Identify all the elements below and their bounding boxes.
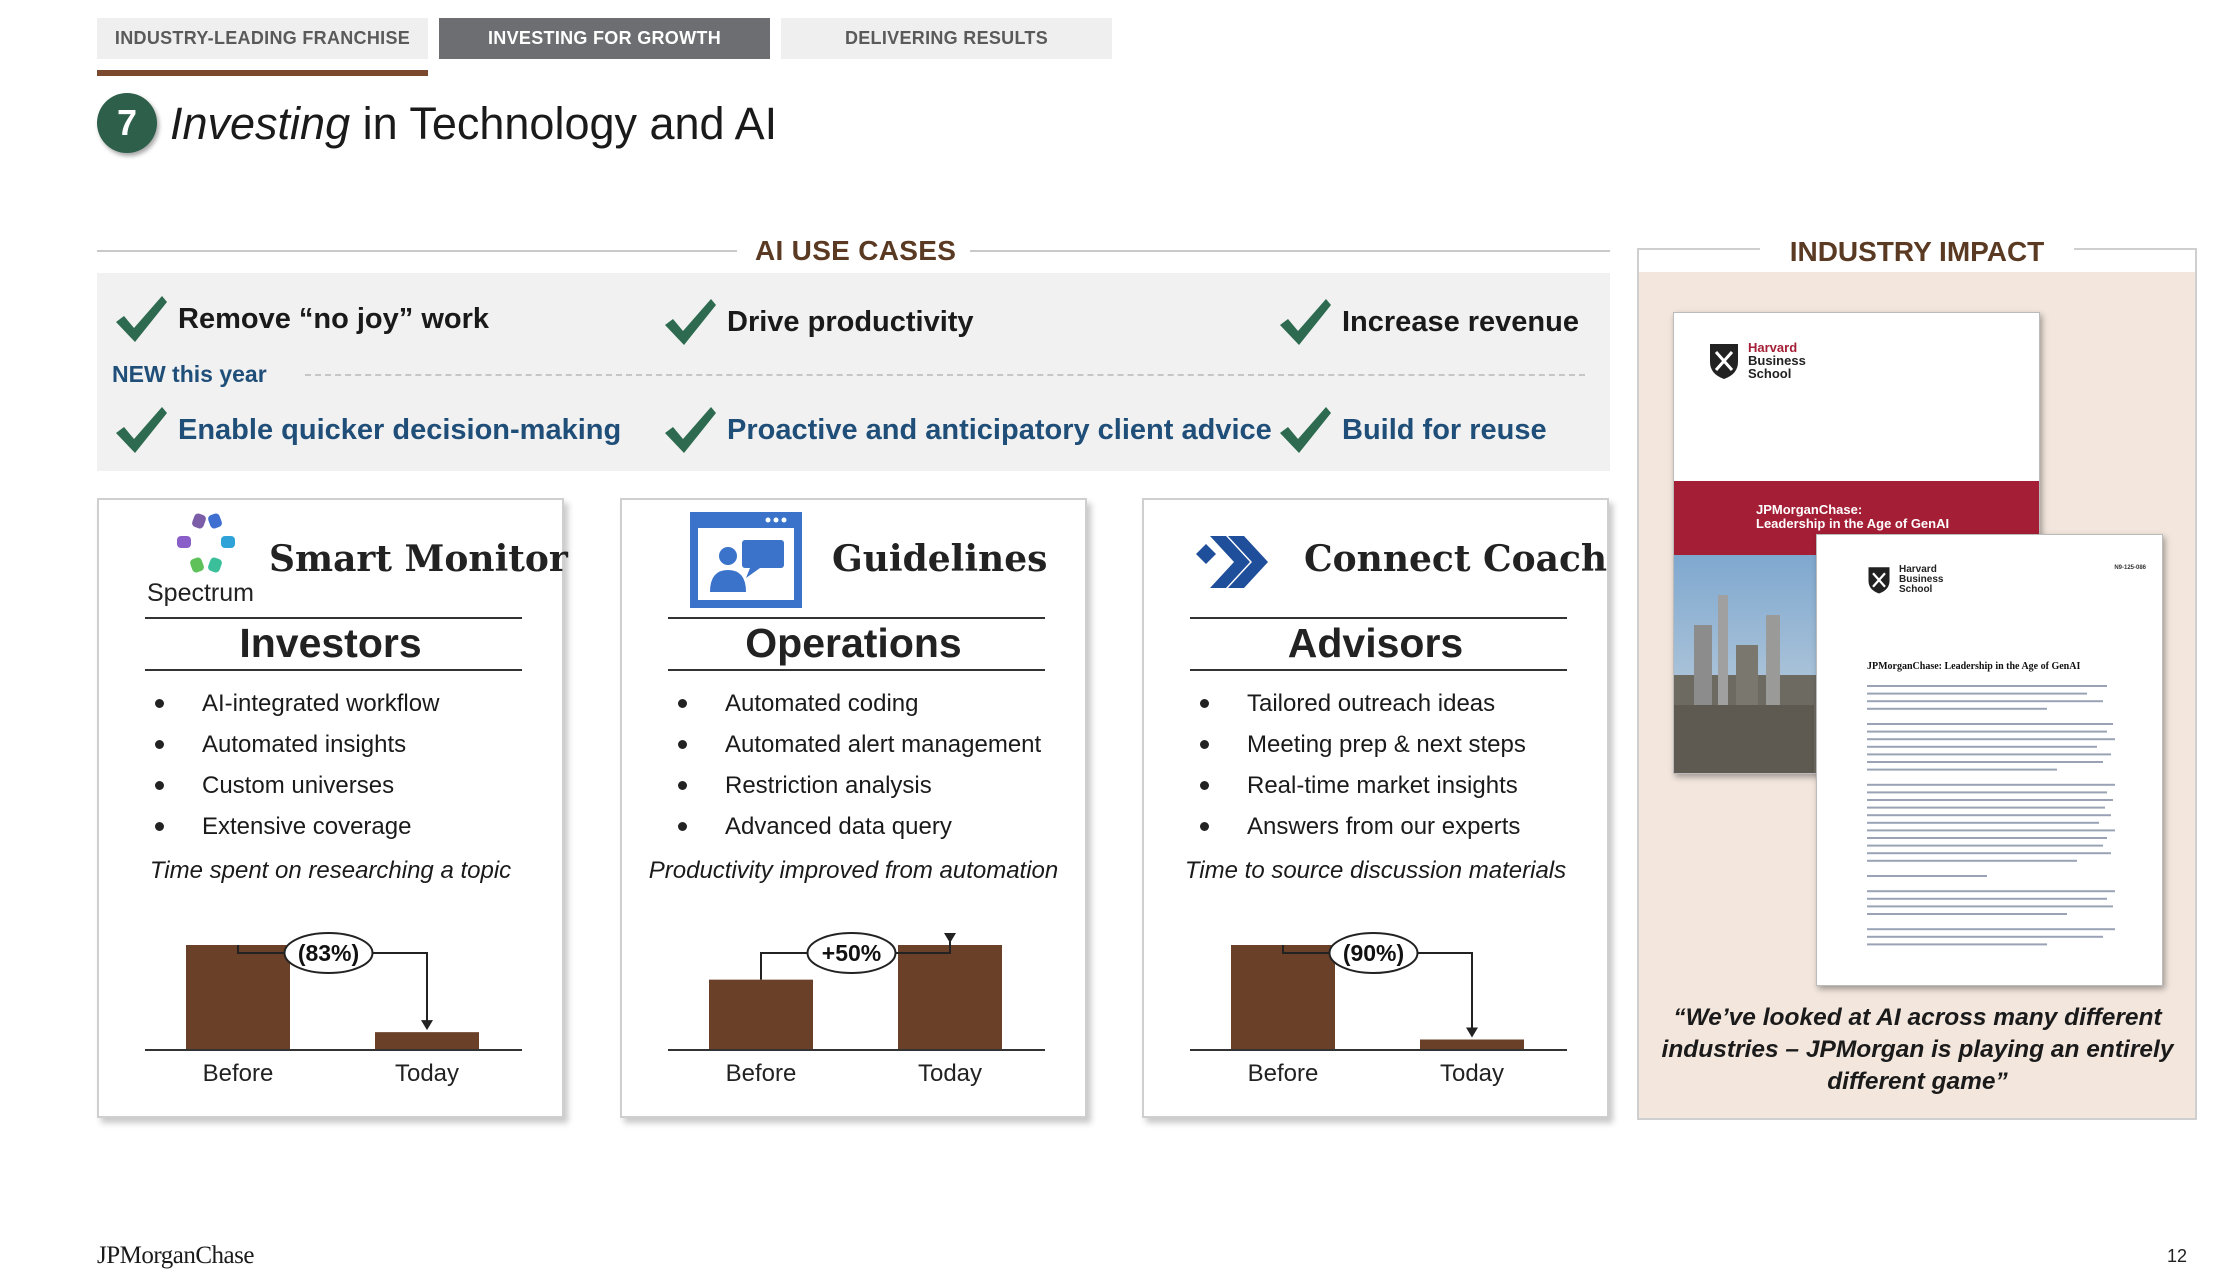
connect-coach-arrow-icon	[1182, 514, 1278, 610]
list-item-text: Extensive coverage	[202, 813, 412, 840]
arrow-head-icon	[421, 1020, 433, 1030]
list-item-text: AI-integrated workflow	[202, 690, 440, 717]
arrow-head-icon	[1466, 1028, 1478, 1038]
list-item	[1200, 724, 1526, 765]
active-tab-underline	[97, 70, 428, 76]
doc-text-line	[1867, 700, 2103, 702]
use-case-label: Build for reuse	[1342, 413, 1547, 446]
section-number-badge: 7	[97, 93, 157, 153]
bullet-icon	[1200, 781, 1209, 790]
bullet-icon	[678, 822, 687, 831]
use-case-build-for-reuse	[1278, 405, 1547, 455]
doc-text-line	[1867, 769, 2057, 771]
bullet-icon	[155, 822, 164, 831]
ai-use-cases-heading: AI USE CASES	[755, 235, 957, 266]
bullet-icon	[155, 740, 164, 749]
section-rule-left	[97, 250, 737, 252]
category-label: Before	[202, 1060, 274, 1087]
category-label: Today	[917, 1060, 983, 1087]
bullet-icon	[678, 699, 687, 708]
doc-text-line	[1867, 905, 2113, 907]
change-label: +50%	[821, 940, 882, 966]
divider	[668, 617, 1045, 619]
card-connect-coach	[1142, 498, 1609, 1118]
doc-text-line	[1867, 708, 2047, 710]
bar-before	[709, 980, 813, 1050]
guidelines-chat-icon	[690, 512, 802, 608]
product-name: Guidelines	[832, 538, 1048, 580]
doc-text-line	[1867, 731, 2107, 733]
doc-text-line	[1867, 860, 2077, 862]
product-sub-brand: Spectrum	[147, 579, 254, 607]
change-label: (83%)	[297, 940, 360, 966]
bar-chart-smart-monitor	[99, 885, 566, 1095]
new-this-year-label: NEW this year	[112, 361, 267, 387]
list-item	[155, 683, 439, 724]
doc-text-line	[1867, 814, 2111, 816]
divider	[1190, 669, 1567, 671]
spectrum-logo-icon	[173, 512, 239, 578]
list-item-text: Custom universes	[202, 772, 395, 799]
case-study-page	[1816, 534, 2163, 986]
audience-heading: Investors	[239, 620, 422, 666]
doc-text-line	[1867, 738, 2115, 740]
use-case-proactive-client-advice	[663, 405, 1272, 455]
list-item	[1200, 806, 1526, 847]
doc-number: N9-125-086	[2114, 565, 2146, 571]
card-guidelines	[620, 498, 1087, 1118]
list-item-text: Tailored outreach ideas	[1247, 690, 1496, 717]
hbs-shield-icon	[1708, 342, 1740, 380]
doc-text-line	[1867, 822, 2099, 824]
check-icon	[1278, 405, 1332, 455]
industry-impact-heading: INDUSTRY IMPACT	[1760, 236, 2075, 272]
product-name: Connect Coach	[1304, 538, 1608, 580]
doc-text-line	[1867, 784, 2115, 786]
page-title-italic: Investing	[170, 98, 351, 149]
doc-text-line	[1867, 829, 2115, 831]
metric-caption: Time to source discussion materials	[1184, 857, 1567, 884]
divider	[1190, 617, 1567, 619]
use-case-remove-no-joy-work	[114, 294, 489, 344]
card-smart-monitor	[97, 498, 568, 1118]
doc-text-line	[1867, 753, 2111, 755]
doc-text-line	[1867, 746, 2097, 748]
audience-heading: Advisors	[1287, 620, 1464, 666]
divider	[145, 617, 522, 619]
page-title	[170, 98, 777, 150]
list-item-text: Restriction analysis	[725, 772, 932, 799]
bullet-icon	[155, 699, 164, 708]
category-label: Before	[1247, 1060, 1319, 1087]
bar-today	[898, 945, 1002, 1050]
list-item-text: Answers from our experts	[1247, 813, 1521, 840]
cover-title: JPMorganChase: Leadership in the Age of GenAI	[1756, 502, 1950, 531]
page-title-rest: in Technology and AI	[350, 98, 778, 149]
bar-chart-guidelines	[622, 885, 1089, 1095]
category-label: Today	[394, 1060, 460, 1087]
doc-text-line	[1867, 791, 2107, 793]
use-case-label: Drive productivity	[727, 305, 974, 338]
hbs-shield-icon	[1867, 565, 1891, 595]
check-icon	[663, 297, 717, 347]
doc-text-line	[1867, 936, 2103, 938]
use-case-label: Enable quicker decision-making	[178, 413, 622, 446]
list-item	[155, 724, 439, 765]
list-item	[155, 765, 439, 806]
hbs-logo	[1867, 565, 1943, 595]
bar-before	[186, 945, 290, 1050]
doc-text-line	[1867, 845, 2103, 847]
section-rule-right	[970, 250, 1610, 252]
change-label: (90%)	[1342, 940, 1405, 966]
doc-text-line	[1867, 913, 2067, 915]
bullet-icon	[1200, 699, 1209, 708]
bar-today	[1420, 1040, 1524, 1051]
list-item-text: Automated insights	[202, 731, 407, 758]
hbs-wordmark: Harvard Business School	[1899, 564, 1944, 595]
check-icon	[1278, 297, 1332, 347]
doc-body-text	[1867, 681, 2127, 971]
feature-list	[678, 683, 1041, 847]
list-item	[1200, 683, 1526, 724]
doc-text-line	[1867, 807, 2105, 809]
doc-text-line	[1867, 799, 2113, 801]
industry-quote: “We’ve looked at AI across many different industries – JPMorgan is playing an entirely different game”	[1661, 1004, 2174, 1095]
doc-page-title: JPMorganChase: Leadership in the Age of GenAI	[1867, 661, 2081, 672]
doc-text-line	[1867, 837, 2107, 839]
use-case-label: Proactive and anticipatory client advice	[727, 413, 1272, 446]
list-item-text: Automated coding	[725, 690, 919, 717]
page-number: 12	[2167, 1246, 2188, 1266]
feature-list	[1200, 683, 1526, 847]
product-name: Smart Monitor	[269, 538, 568, 580]
bar-today	[375, 1032, 479, 1050]
arrow-head-icon	[944, 933, 956, 943]
doc-text-line	[1867, 943, 2047, 945]
use-case-increase-revenue	[1278, 297, 1579, 347]
check-icon	[663, 405, 717, 455]
divider	[145, 669, 522, 671]
list-item	[678, 765, 1041, 806]
dashed-divider	[305, 374, 1585, 376]
audience-heading: Operations	[745, 620, 962, 666]
list-item	[678, 724, 1041, 765]
feature-list	[155, 683, 439, 847]
check-icon	[114, 294, 168, 344]
list-item	[155, 806, 439, 847]
doc-text-line	[1867, 898, 2107, 900]
category-label: Before	[725, 1060, 797, 1087]
list-item-text: Advanced data query	[725, 813, 952, 840]
bullet-icon	[155, 781, 164, 790]
list-item-text: Automated alert management	[725, 731, 1042, 758]
tab-investing-for-growth[interactable]: INVESTING FOR GROWTH	[439, 18, 770, 59]
list-item	[678, 806, 1041, 847]
metric-caption: Productivity improved from automation	[648, 857, 1059, 884]
industry-impact-header	[1639, 236, 2195, 272]
metric-caption: Time spent on researching a topic	[149, 857, 512, 884]
hbs-wordmark: Harvard Business School	[1748, 340, 1806, 381]
tab-industry-leading-franchise[interactable]: INDUSTRY-LEADING FRANCHISE	[97, 18, 428, 59]
jpmorganchase-logo: JPMorganChase	[97, 1242, 254, 1269]
tab-delivering-results[interactable]: DELIVERING RESULTS	[781, 18, 1112, 59]
doc-text-line	[1867, 875, 1987, 877]
doc-text-line	[1867, 723, 2113, 725]
hbs-logo	[1708, 341, 1806, 380]
check-icon	[114, 405, 168, 455]
list-item	[1200, 765, 1526, 806]
doc-text-line	[1867, 693, 2087, 695]
doc-text-line	[1867, 928, 2115, 930]
doc-text-line	[1867, 685, 2107, 687]
bullet-icon	[678, 781, 687, 790]
bar-before	[1231, 945, 1335, 1050]
list-item-text: Meeting prep & next steps	[1247, 731, 1526, 758]
category-label: Today	[1439, 1060, 1505, 1087]
list-item-text: Real-time market insights	[1247, 772, 1518, 799]
use-case-quicker-decision-making	[114, 405, 621, 455]
divider	[668, 669, 1045, 671]
use-case-drive-productivity	[663, 297, 974, 347]
use-case-label: Increase revenue	[1342, 305, 1579, 338]
bullet-icon	[1200, 740, 1209, 749]
bullet-icon	[1200, 822, 1209, 831]
list-item	[678, 683, 1041, 724]
bar-chart-connect-coach	[1144, 885, 1611, 1095]
doc-text-line	[1867, 761, 2103, 763]
bullet-icon	[678, 740, 687, 749]
doc-text-line	[1867, 890, 2115, 892]
use-case-label: Remove “no joy” work	[178, 302, 490, 335]
doc-text-line	[1867, 852, 2111, 854]
